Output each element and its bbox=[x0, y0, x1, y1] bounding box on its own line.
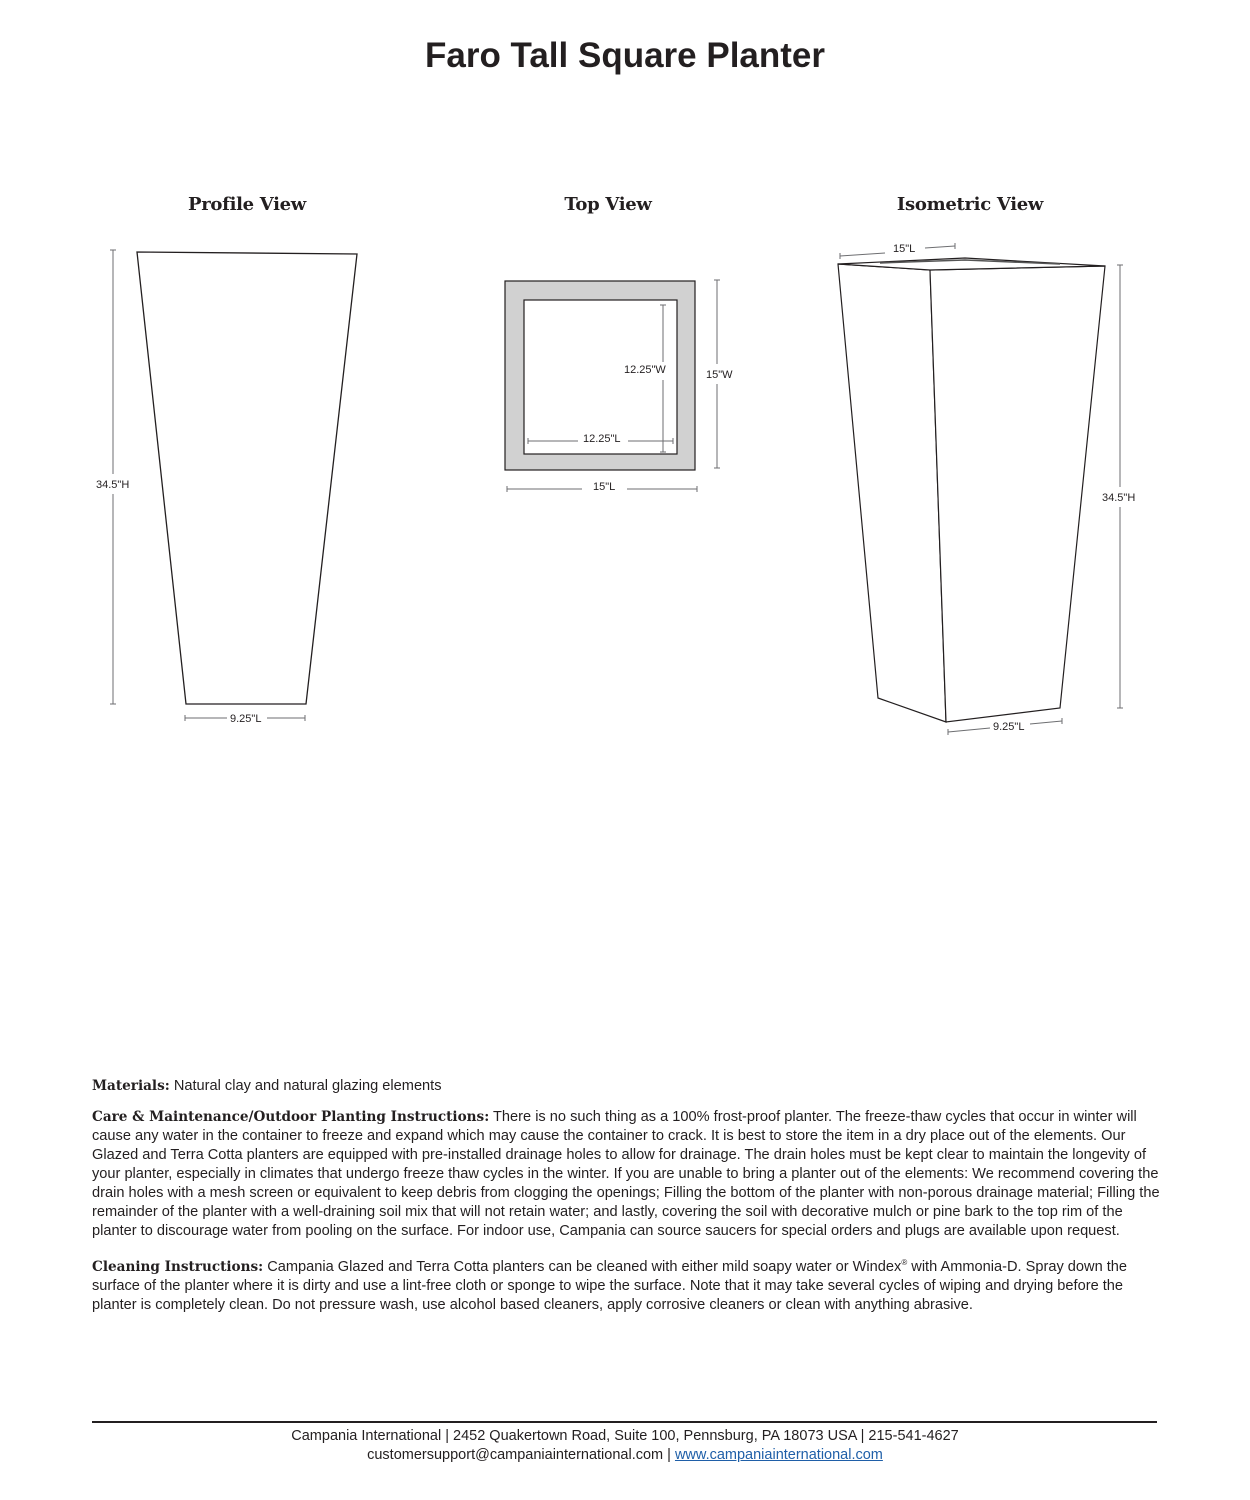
care-section bbox=[92, 1108, 1162, 1241]
footer-website-link[interactable]: www.campaniainternational.com bbox=[674, 1447, 883, 1463]
profile-bottom-label: 9.25"L bbox=[230, 713, 262, 725]
profile-height-dimension bbox=[110, 250, 116, 704]
cleaning-section bbox=[92, 1253, 1162, 1315]
footer-address: Campania International | 2452 Quakertown Road, Suite 100, Pennsburg, PA 18073 USA | 215-541-4627 bbox=[291, 1428, 959, 1444]
isometric-left-face bbox=[838, 264, 946, 722]
footer-separator: | bbox=[663, 1447, 675, 1463]
materials-text: Natural clay and natural glazing elements bbox=[169, 1078, 442, 1094]
care-heading: Care & Maintenance/Outdoor Planting Instructions: bbox=[92, 1109, 490, 1125]
isometric-bottom-label: 9.25"L bbox=[993, 721, 1025, 733]
profile-height-label: 34.5"H bbox=[96, 479, 130, 491]
cleaning-text-after: with Ammonia-D. Spray down the surface of the planter where it is dirty and use a lint-free cloth or sponge to wipe the surface. Note that it may take several cycles of wiping and drying before the planter is completely clean. Do not pressure wash, use alcohol based cleaners, apply corrosive cleaners or clean with anything abrasive. bbox=[92, 1258, 1128, 1313]
top-inner-length-label: 12.25"L bbox=[583, 433, 621, 445]
isometric-right-face bbox=[930, 266, 1105, 722]
registered-mark: ® bbox=[901, 1258, 908, 1267]
top-outer-width-label: 15"W bbox=[706, 369, 733, 381]
care-text: There is no such thing as a 100% frost-proof planter. The freeze-thaw cycles that occur in winter will cause any water in the container to freeze and expand which may cause the container to crack. It is best to store the item in a dry place out of the elements. Our Glazed and Terra Cotta planters are equipped with pre-installed drainage holes to allow for drainage. The drain holes must be kept clear to maintain the longevity of your planter, especially in climates that undergo freeze thaw cycles in the winter. If you are unable to bring a planter out of the elements: We recommend covering the drain holes with a mesh screen or equivalent to keep debris from clogging the openings; Filling the bottom of the planter with non-porous drainage material; Filling the remainder of the planter with a well-draining soil mix that will not retain water; and lastly, covering the soil with decorative mulch or pine bark to the top rim of the planter to discourage water from pooling on the surface. For indoor use, Campania can source saucers for special orders and plugs are available upon request. bbox=[92, 1109, 1160, 1239]
cleaning-text-before: Campania Glazed and Terra Cotta planters can be cleaned with either mild soapy water or Windex bbox=[263, 1258, 902, 1275]
top-outer-length-label: 15"L bbox=[593, 481, 616, 493]
product-info bbox=[92, 1077, 1162, 1327]
top-inner-opening bbox=[524, 300, 677, 454]
top-inner-width-label: 12.25"W bbox=[624, 364, 666, 376]
footer-divider bbox=[92, 1421, 1157, 1423]
materials-heading: Materials: bbox=[92, 1078, 170, 1094]
footer-contact bbox=[0, 1446, 1250, 1465]
materials-section bbox=[92, 1077, 1162, 1096]
profile-view-drawing bbox=[96, 250, 357, 725]
footer-email: customersupport@campaniainternational.com bbox=[367, 1447, 664, 1463]
isometric-top-label: 15"L bbox=[893, 243, 916, 255]
profile-view-title: Profile View bbox=[188, 194, 306, 215]
top-view-drawing bbox=[505, 280, 733, 493]
top-view-title: Top View bbox=[564, 194, 652, 215]
isometric-view-drawing bbox=[838, 258, 1105, 722]
cleaning-heading: Cleaning Instructions: bbox=[92, 1258, 264, 1275]
isometric-height-label: 34.5"H bbox=[1102, 492, 1136, 504]
profile-planter-outline bbox=[137, 252, 357, 704]
isometric-height-dimension bbox=[1117, 265, 1123, 708]
page-title: Faro Tall Square Planter bbox=[424, 36, 826, 75]
footer bbox=[0, 1427, 1250, 1465]
isometric-view-title: Isometric View bbox=[896, 194, 1044, 215]
